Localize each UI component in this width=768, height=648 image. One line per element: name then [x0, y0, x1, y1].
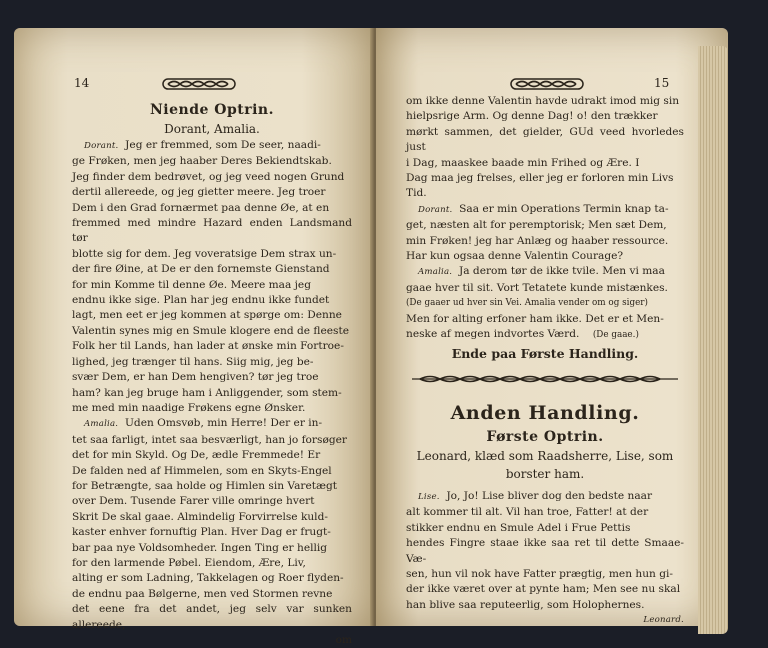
- stage-direction: (De gaaer ud hver sin Vei. Amalia vender om og siger): [406, 298, 648, 309]
- speech-line: Jo, Jo! Lise bliver dog den bedste naar: [446, 489, 653, 502]
- speech-line: Men for alting erfoner ham ikke. Det er et Men-: [406, 312, 664, 325]
- speech-line: Har kun ogsaa denne Valentin Courage?: [406, 250, 624, 263]
- speech-line: min Frøken! jeg har Anlæg og haaber ressource.: [406, 234, 669, 247]
- speech-line: svær Dem, er han Dem hengiven? tør jeg troe: [72, 371, 319, 384]
- speech-line: mørkt sammen, det gielder, GUd veed hvorledes just: [406, 125, 684, 154]
- catchword: Leonard.: [643, 615, 684, 626]
- speech-line: Dag maa jeg frelses, eller jeg er forloren min Livs: [406, 172, 674, 185]
- speech-line: lighed, jeg trænger til hans. Siig mig, jeg be-: [72, 355, 314, 368]
- act-heading: Anden Handling.: [450, 401, 640, 424]
- speech-line: han blive saa reputeerlig, som Holophernes.: [406, 598, 645, 611]
- speech-line: get, næsten alt for peremptorisk; Men sæt Dem,: [406, 219, 667, 232]
- right-text-column: [406, 94, 684, 629]
- scene-persons: Dorant, Amalia.: [164, 122, 260, 136]
- left-page: [14, 28, 374, 646]
- speaker-name: Lise.: [418, 491, 440, 502]
- speech-line: Ja derom tør de ikke tvile. Men vi maa: [458, 265, 665, 278]
- speech-line: Uden Omsvøb, min Herre! Der er in-: [124, 417, 323, 430]
- header-ornament: [510, 78, 584, 90]
- act-end-heading: Ende paa Første Handling.: [451, 345, 639, 361]
- speech-line: ham? kan jeg bruge ham i Anliggender, som stem-: [72, 386, 342, 399]
- page-number: 14: [74, 76, 90, 90]
- speech-line: i Dag, maaskee baade min Frihed og Ære. I: [406, 156, 640, 169]
- speaker-name: Dorant.: [418, 204, 453, 215]
- speech-line: om ikke denne Valentin havde udrakt imod mig sin: [406, 95, 680, 107]
- left-text-column: [72, 100, 352, 648]
- speech-line: for Betrængte, saa holde og Himlen sin Varetægt: [72, 479, 338, 492]
- speech-line: hielpsrige Arm. Og denne Dag! o! den trækker: [406, 110, 658, 123]
- speech-line: bar paa nye Voldsomheder. Ingen Ting er hellig: [72, 541, 328, 554]
- speech-line: tet saa farligt, intet saa besværligt, han jo forsøger: [72, 433, 347, 446]
- speech-dorant: [406, 202, 684, 218]
- stage-direction: (De gaae.): [592, 330, 639, 341]
- speech-line: fremmed med mindre Hazard enden Landsmand tør: [72, 217, 352, 245]
- speech-line: Jeg er fremmed, som De seer, naadi-: [125, 139, 321, 151]
- scene-heading: Første Optrin.: [486, 428, 604, 445]
- speech-line: blotte sig for dem. Jeg voveratsige Dem strax un-: [72, 247, 337, 260]
- speech-line: De falden ned af Himmelen, som en Skyts-Engel: [72, 464, 332, 477]
- speech-line: Jeg finder dem bedrøvet, og jeg veed nogen Grund: [72, 170, 345, 183]
- speech-line: hendes Fingre staae ikke saa ret til dette Smaae-Væ-: [406, 537, 684, 565]
- right-page: [376, 28, 728, 626]
- speaker-name: Dorant.: [84, 141, 119, 151]
- speech-line: alting er som Ladning, Takkelagen og Roer flyden-: [72, 572, 344, 585]
- speech-amalia: [406, 264, 684, 280]
- page-edges: [698, 46, 728, 634]
- open-book: [14, 18, 756, 646]
- scene-persons: borster ham.: [505, 466, 585, 481]
- speech-line: for min Komme til denne Øe. Meere maa jeg: [72, 278, 311, 291]
- speech-line: sen, hun vil nok have Fatter prægtig, men hun gi-: [406, 567, 673, 580]
- speech-line: Skrit De skal gaae. Almindelig Forvirrelse kuld-: [72, 510, 328, 523]
- header-ornament: [162, 78, 236, 90]
- speech-line: Folk her til Lands, han lader at ønske min Fortroe-: [72, 340, 344, 353]
- speech-line: de endnu paa Bølgerne, men ved Stormen revne: [72, 587, 333, 600]
- catchword: om: [335, 634, 352, 646]
- speech-line: for den larmende Pøbel. Eiendom, Ære, Liv,: [72, 556, 306, 569]
- speaker-name: Amalia.: [84, 419, 119, 430]
- speech-line: der ikke været over at pynte ham; Men see nu skal: [406, 583, 681, 596]
- speech-line: lagt, men eet er jeg kommen at spørge om: Denne: [72, 309, 342, 322]
- speech-line: over Dem. Tusende Farer ville omringe hvert: [72, 495, 315, 508]
- speech-line: dertil allereede, og jeg gietter meere. Jeg troer: [72, 186, 326, 199]
- speech-line: det eene fra det andet, jeg selv var sunken allereede,: [72, 603, 352, 631]
- scene-persons: Leonard, klæd som Raadsherre, Lise, som: [416, 448, 674, 463]
- speaker-name: Amalia.: [418, 267, 453, 278]
- speech-line: ge Frøken, men jeg haaber Deres Bekiendtskab.: [72, 155, 332, 168]
- speech-line: gaae hver til sit. Vort Tetatete kunde mistænkes.: [406, 281, 668, 294]
- speech-line: det for min Skyld. Og De, ædle Fremmede! Er: [72, 449, 321, 462]
- scene-heading: Niende Optrin.: [150, 102, 274, 118]
- speech-line: Valentin synes mig en Smule klogere end de fleeste: [72, 324, 349, 337]
- speech-line: Saa er min Operations Termin knap ta-: [459, 202, 669, 215]
- speech-line: alt kommer til alt. Vil han troe, Fatter! at der: [406, 506, 649, 519]
- speech-line: Dem i den Grad fornærmet paa denne Øe, at en: [72, 201, 330, 214]
- speech-line: kaster enhver fornuftig Plan. Hver Dag er frugt-: [72, 526, 331, 539]
- speech-line: me med min naadige Frøkens egne Ønsker.: [72, 401, 306, 414]
- speech-lise: [406, 489, 684, 505]
- decorative-rule: [410, 374, 680, 384]
- speech-line: [406, 327, 684, 343]
- page-number: 15: [654, 76, 670, 90]
- speech-line: der fire Øine, at De er den fornemste Gienstand: [72, 263, 330, 276]
- speech-line: neske af megen indvortes Værd.: [406, 328, 580, 341]
- speech-line: stikker endnu en Smule Adel i Frue Pettis: [406, 521, 631, 534]
- speech-line: Tid.: [406, 187, 427, 200]
- speech-dorant: [72, 138, 352, 154]
- speech-line: endnu ikke sige. Plan har jeg endnu ikke fundet: [72, 294, 330, 307]
- speech-amalia: [72, 416, 352, 432]
